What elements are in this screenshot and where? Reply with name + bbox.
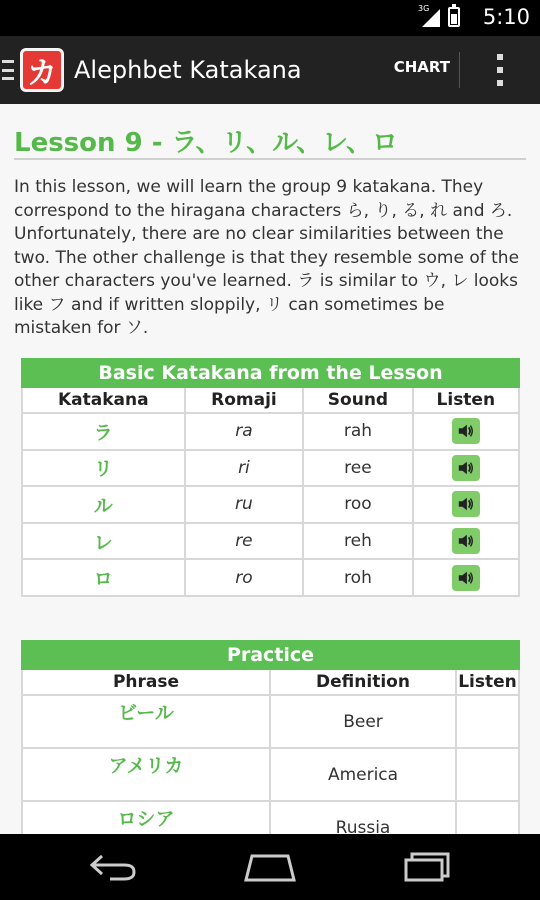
lesson-title: Lesson 9 - ラ、リ、ル、レ、ロ [14, 128, 399, 158]
column-header: Katakana [22, 387, 185, 413]
table-row [22, 486, 519, 523]
speaker-icon[interactable] [452, 565, 480, 591]
lesson-intro: In this lesson, we will learn the group 9 katakana. They correspond to the hiragana characters ら, り, る, れ and ろ. Unfortunately, there are no clear similarities between the two. The other challenge is that they resemble some of the other characters you've learned. ラ is similar to ウ, レ looks like フ and if written sloppily, リ can sometimes be mistaken for ソ. [14, 177, 520, 338]
phrase-text: アメリカ [108, 755, 184, 777]
table-row [22, 801, 519, 834]
katakana-cell: ロ [22, 559, 185, 596]
definition-cell [270, 748, 456, 801]
basic-katakana-table [21, 358, 520, 597]
speaker-icon[interactable] [452, 491, 480, 517]
speaker-icon[interactable] [452, 528, 480, 554]
phrase-cell [22, 801, 270, 834]
signal-icon [418, 4, 440, 27]
sound-cell: reh [303, 523, 412, 560]
definition-cell [270, 695, 456, 748]
listen-cell [413, 486, 519, 523]
status-time: 5:10 [482, 5, 530, 29]
romaji-cell: ru [185, 486, 304, 523]
drawer-icon[interactable] [2, 60, 14, 80]
romaji-cell: ra [185, 413, 304, 450]
sound-cell: rah [303, 413, 412, 450]
table-row [22, 523, 519, 560]
phrase-text: ロシア [117, 808, 175, 830]
status-bar [0, 0, 540, 36]
chart-button[interactable]: CHART [393, 58, 450, 76]
listen-cell[interactable] [456, 748, 519, 801]
back-icon[interactable] [88, 852, 138, 882]
romaji-cell: re [185, 523, 304, 560]
column-header: Definition [270, 669, 456, 695]
recent-apps-icon[interactable] [402, 852, 452, 882]
column-header: Phrase [22, 669, 270, 695]
katakana-cell: リ [22, 450, 185, 487]
table-row [22, 450, 519, 487]
network-type: 3G [418, 4, 430, 13]
listen-cell [413, 559, 519, 596]
table-row [22, 748, 519, 801]
speaker-icon[interactable] [452, 418, 480, 444]
column-header: Listen [413, 387, 519, 413]
overflow-menu-icon[interactable] [496, 54, 504, 86]
status-icons [418, 4, 460, 27]
phrase-cell [22, 748, 270, 801]
table-row [22, 559, 519, 596]
action-bar [0, 36, 540, 104]
katakana-cell: ル [22, 486, 185, 523]
listen-cell [413, 450, 519, 487]
battery-icon [448, 7, 460, 27]
sound-cell: roh [303, 559, 412, 596]
katakana-cell: ラ [22, 413, 185, 450]
table-heading: Basic Katakana from the Lesson [22, 359, 519, 387]
action-divider [459, 52, 460, 88]
table-row [22, 413, 519, 450]
table-heading: Practice [22, 641, 519, 669]
definition-text: Russia [335, 818, 391, 834]
listen-cell[interactable] [456, 801, 519, 834]
listen-cell [413, 413, 519, 450]
table-row [22, 695, 519, 748]
sound-cell: roo [303, 486, 412, 523]
romaji-cell: ri [185, 450, 304, 487]
listen-cell [413, 523, 519, 560]
definition-text: Beer [343, 712, 383, 732]
phrase-cell [22, 695, 270, 748]
app-title[interactable]: Alephbet Katakana [74, 56, 302, 84]
definition-cell [270, 801, 456, 834]
romaji-cell: ro [185, 559, 304, 596]
definition-text: America [327, 765, 399, 785]
practice-table [21, 640, 520, 834]
phrase-text: ビール [118, 702, 174, 724]
katakana-cell: レ [22, 523, 185, 560]
app-logo[interactable]: カ [20, 48, 64, 92]
listen-cell[interactable] [456, 695, 519, 748]
column-header: Listen [456, 669, 519, 695]
title-divider [14, 158, 526, 160]
column-header: Sound [303, 387, 412, 413]
home-icon[interactable] [242, 852, 298, 882]
speaker-icon[interactable] [452, 455, 480, 481]
sound-cell: ree [303, 450, 412, 487]
navigation-bar [0, 834, 540, 900]
lesson-content[interactable] [0, 104, 540, 834]
column-header: Romaji [185, 387, 304, 413]
